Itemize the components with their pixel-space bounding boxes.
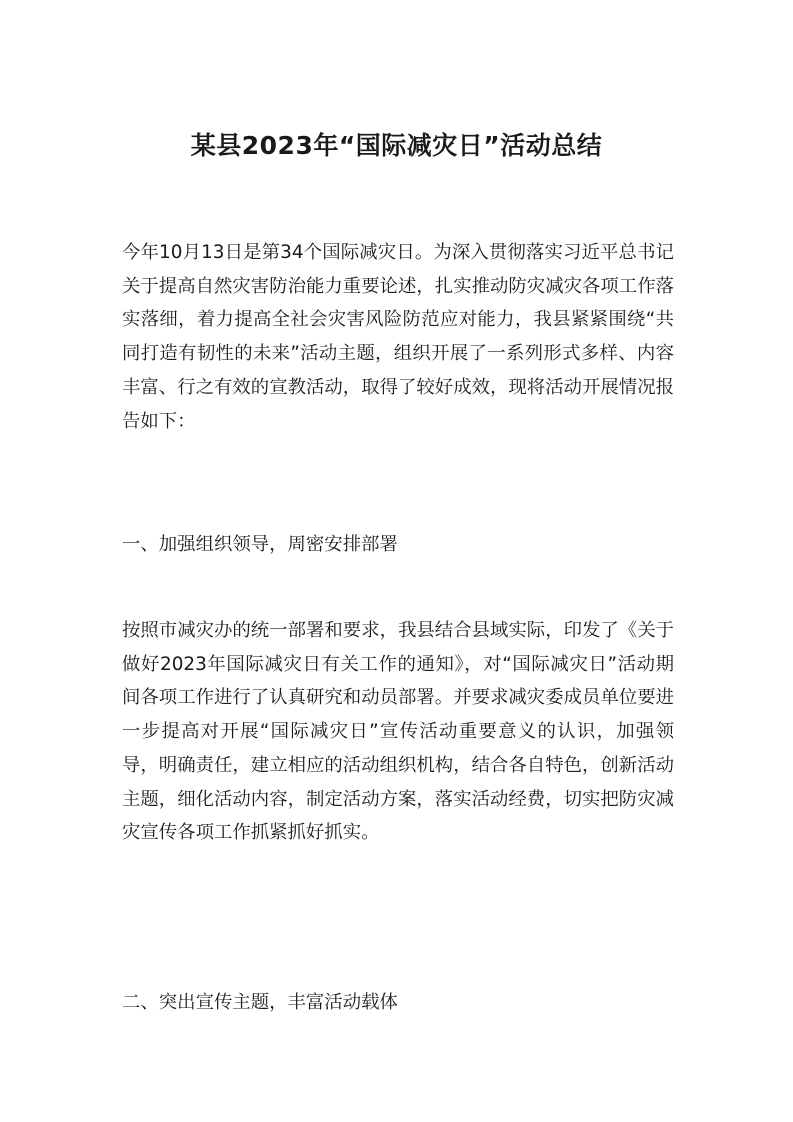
intro-paragraph: 今年10月13日是第34个国际减灾日。为深入贯彻落实习近平总书记关于提高自然灾害防治能力重要论述，扎实推动防灾减灾各项工作落实落细，着力提高全社会灾害风险防范应对能力，我县紧紧围绕“共同打造有韧性的未来”活动主题，组织开展了一系列形式多样、内容丰富、行之有效的宣教活动，取得了较好成效，现将活动开展情况报告如下： xyxy=(122,242,674,432)
section-heading-2: 二、突出宣传主题，丰富活动载体 xyxy=(122,992,398,1013)
section-heading-1: 一、加强组织领导，周密安排部署 xyxy=(122,534,398,555)
section-1-paragraph: 按照市减灾办的统一部署和要求，我县结合县域实际，印发了《关于做好2023年国际减灾日有关工作的通知》，对“国际减灾日”活动期间各项工作进行了认真研究和动员部署。并要求减灾委成员单位要进一步提高对开展“国际减灾日”宣传活动重要意义的认识，加强领导，明确责任，建立相应的活动组织机构，结合各自特色，创新活动主题，细化活动内容，制定活动方案，落实活动经费，切实把防灾减灾宣传各项工作抓紧抓好抓实。 xyxy=(122,620,674,844)
document-title: 某县2023年“国际减灾日”活动总结 xyxy=(190,131,603,160)
